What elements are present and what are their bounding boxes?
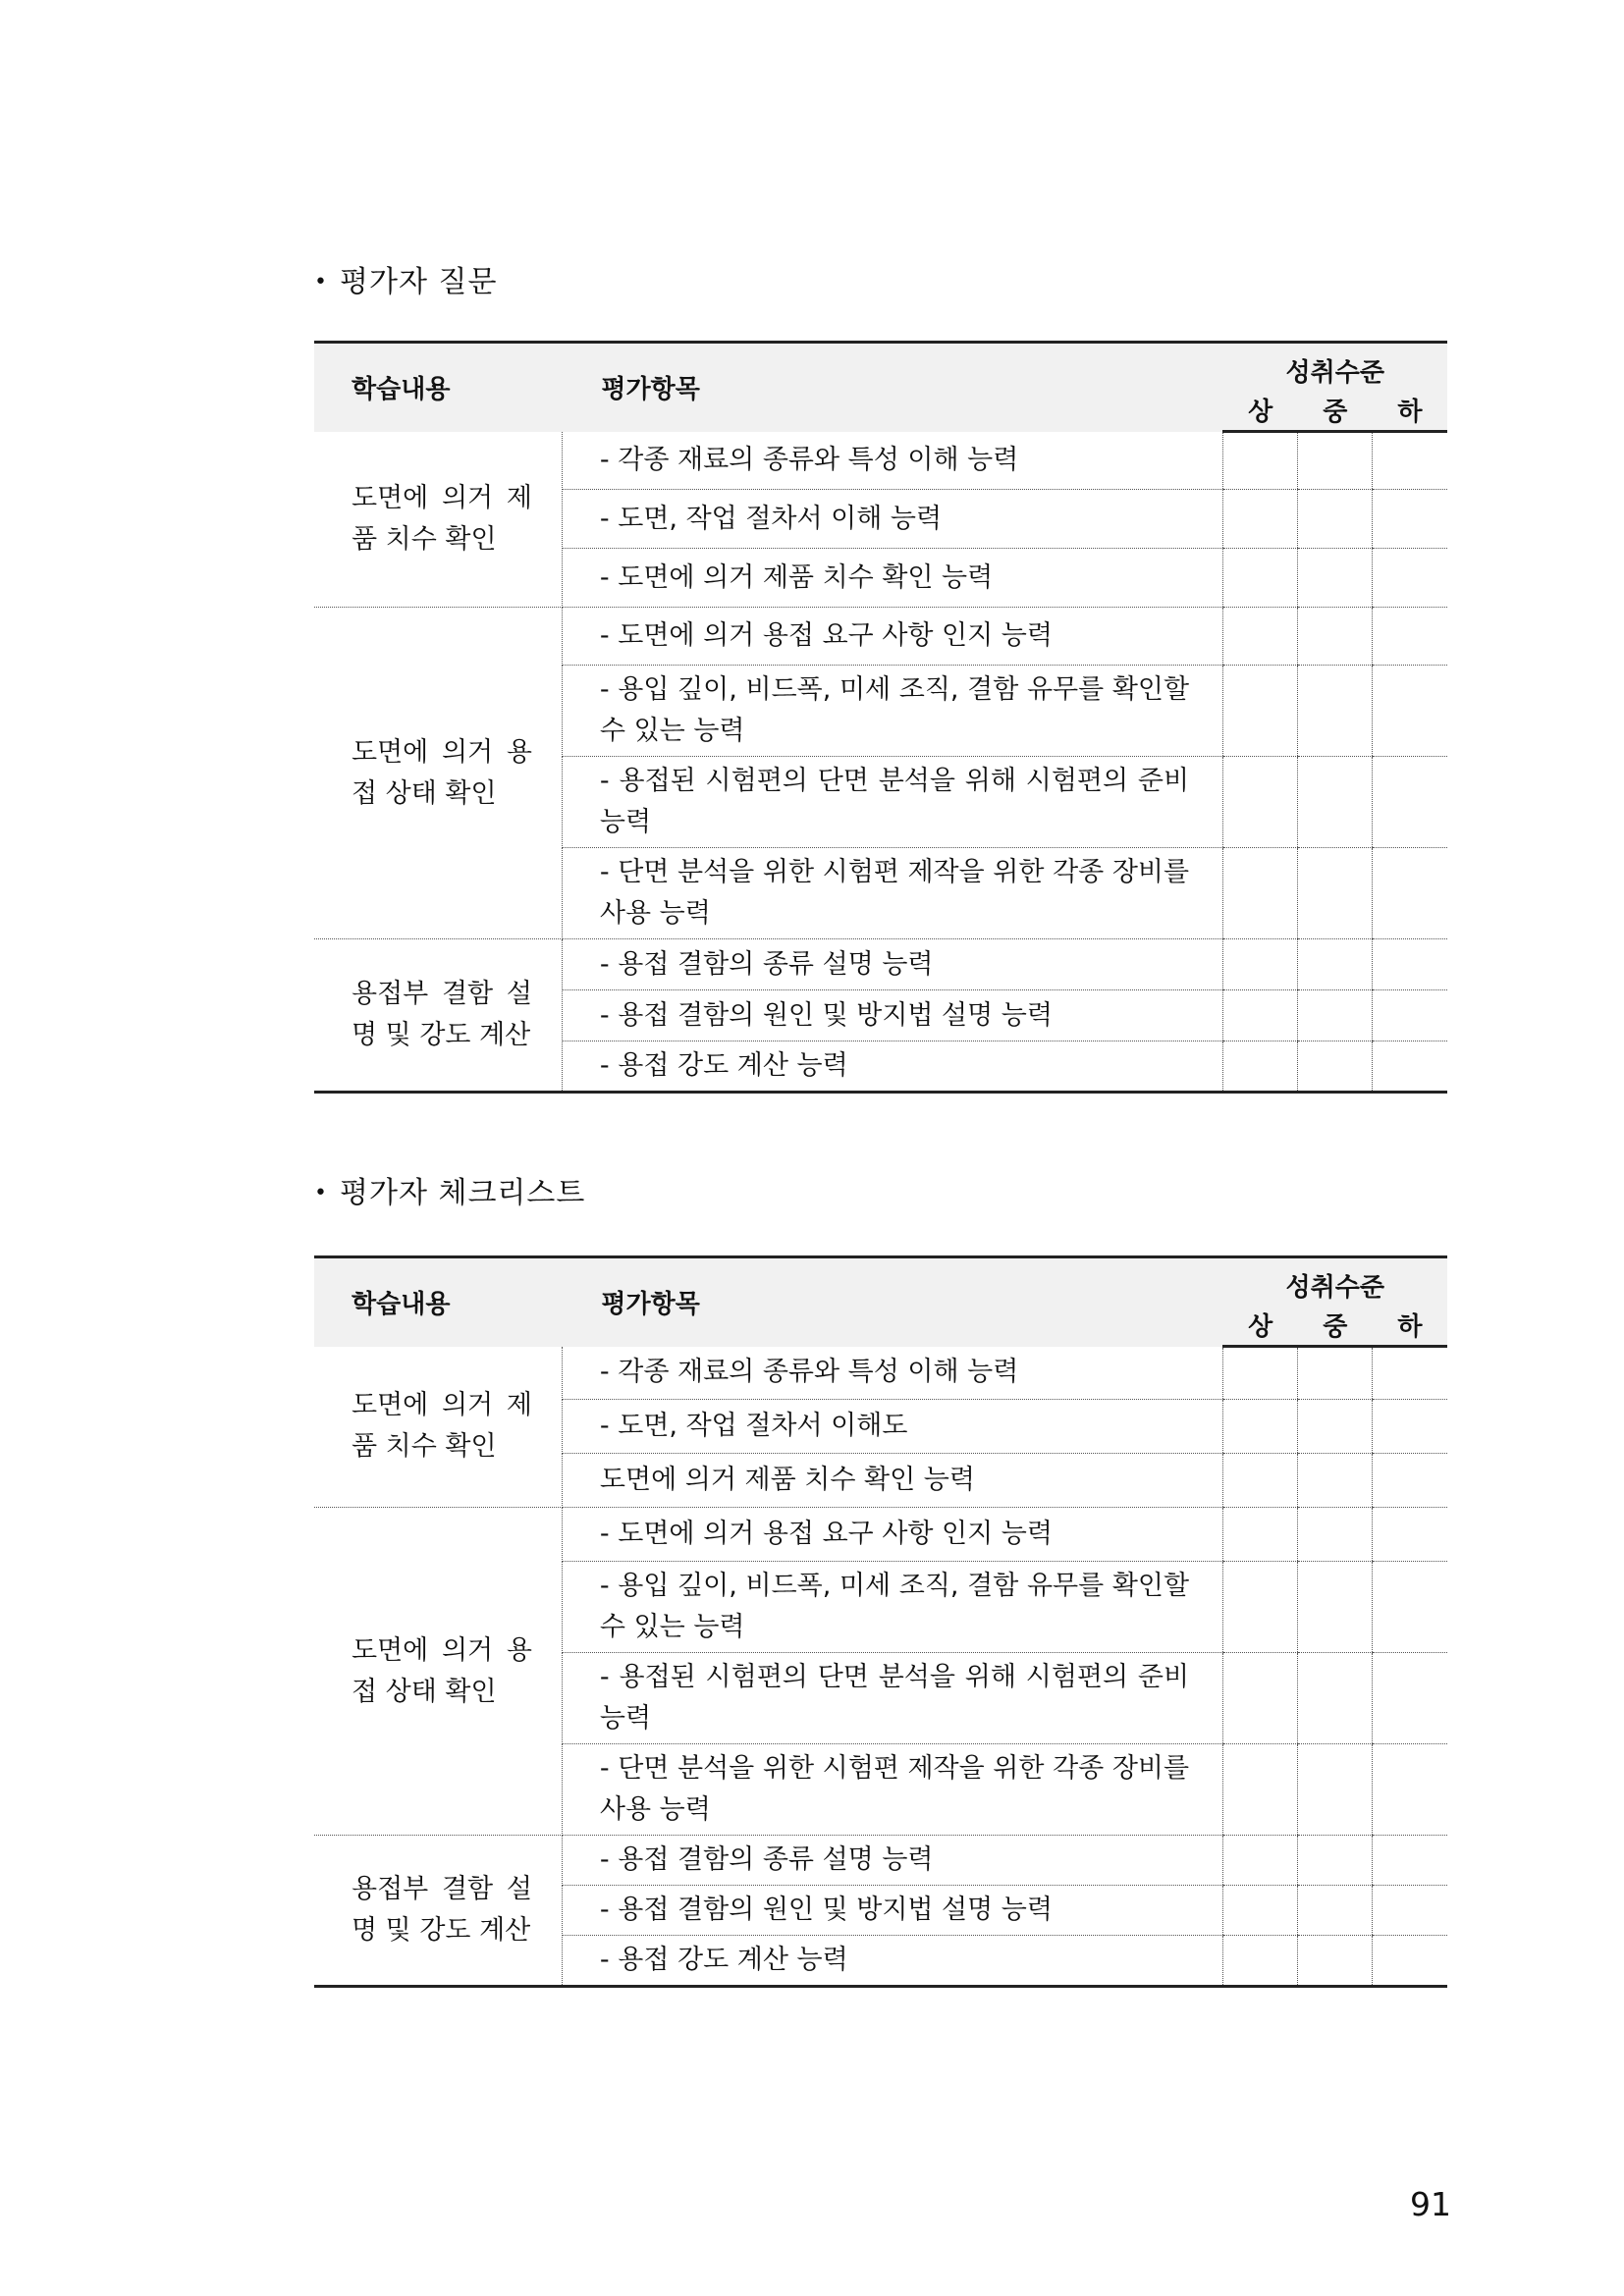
level-high-checkbox[interactable] (1223, 848, 1298, 939)
evaluation-item-text: - 용접 결함의 원인 및 방지법 설명 능력 (599, 999, 1053, 1031)
level-mid-checkbox[interactable] (1298, 490, 1373, 549)
level-low-checkbox[interactable] (1373, 549, 1447, 608)
evaluation-item (562, 990, 1222, 1041)
evaluation-item (562, 432, 1222, 490)
evaluation-item (562, 608, 1222, 666)
learning-content-cell: 용접부 결함 설명 및 강도 계산 (314, 939, 562, 1093)
level-low-checkbox[interactable] (1373, 939, 1447, 990)
evaluation-item-text: - 도면에 의거 용접 요구 사항 인지 능력 (599, 1519, 1053, 1549)
level-mid-checkbox[interactable] (1298, 666, 1373, 757)
level-low-checkbox[interactable] (1373, 1347, 1447, 1400)
level-mid-checkbox[interactable] (1298, 549, 1373, 608)
header-learning-content: 학습내용 (352, 375, 451, 405)
level-high-checkbox[interactable] (1223, 549, 1298, 608)
level-high-checkbox[interactable] (1223, 1744, 1298, 1836)
evaluation-item (562, 490, 1222, 549)
level-high-checkbox[interactable] (1223, 1562, 1298, 1653)
header-level-mid: 중 (1298, 389, 1373, 432)
level-low-checkbox[interactable] (1373, 757, 1447, 848)
level-low-checkbox[interactable] (1373, 1744, 1447, 1836)
table-row (314, 432, 1447, 490)
evaluation-item (562, 1347, 1222, 1400)
evaluation-item (562, 1653, 1222, 1744)
level-high-checkbox[interactable] (1223, 1508, 1298, 1562)
evaluation-item (562, 939, 1222, 990)
level-mid-checkbox[interactable] (1298, 1744, 1373, 1836)
evaluation-item-text: - 도면에 의거 용접 요구 사항 인지 능력 (599, 620, 1053, 651)
evaluation-item (562, 757, 1222, 848)
bullet-icon: • (314, 270, 328, 294)
evaluation-item-text: - 용입 깊이, 비드폭, 미세 조직, 결함 유무를 확인할 수 있는 능력 (599, 674, 1190, 746)
header-level-high: 상 (1223, 1304, 1298, 1347)
section-title-evaluator-checklist (314, 1168, 585, 1211)
level-high-checkbox[interactable] (1223, 432, 1298, 490)
header-achievement-level: 성취수준 (1285, 358, 1385, 388)
evaluation-item (562, 549, 1222, 608)
table-row (314, 1508, 1447, 1562)
level-mid-checkbox[interactable] (1298, 1041, 1373, 1093)
level-mid-checkbox[interactable] (1298, 1400, 1373, 1454)
level-mid-checkbox[interactable] (1298, 1886, 1373, 1936)
learning-content-cell: 도면에 의거 용접 상태 확인 (314, 608, 562, 939)
level-mid-checkbox[interactable] (1298, 1562, 1373, 1653)
level-low-checkbox[interactable] (1373, 432, 1447, 490)
evaluation-item-text: - 용접된 시험편의 단면 분석을 위해 시험편의 준비 능력 (599, 766, 1190, 837)
header-level-mid: 중 (1298, 1304, 1373, 1347)
table-row (314, 1836, 1447, 1886)
level-low-checkbox[interactable] (1373, 1886, 1447, 1936)
header-learning-content: 학습내용 (352, 1290, 451, 1320)
header-achievement-level: 성취수준 (1285, 1273, 1385, 1303)
evaluation-item (562, 1744, 1222, 1836)
level-high-checkbox[interactable] (1223, 1886, 1298, 1936)
level-mid-checkbox[interactable] (1298, 939, 1373, 990)
level-mid-checkbox[interactable] (1298, 1347, 1373, 1400)
level-mid-checkbox[interactable] (1298, 1836, 1373, 1886)
learning-content-cell: 도면에 의거 용접 상태 확인 (314, 1508, 562, 1836)
learning-content-cell: 도면에 의거 제품 치수 확인 (314, 1347, 562, 1508)
level-high-checkbox[interactable] (1223, 1041, 1298, 1093)
evaluation-item-text: - 단면 분석을 위한 시험편 제작을 위한 각종 장비를 사용 능력 (599, 1753, 1190, 1825)
evaluation-item (562, 1041, 1222, 1093)
level-mid-checkbox[interactable] (1298, 1508, 1373, 1562)
level-high-checkbox[interactable] (1223, 608, 1298, 666)
evaluation-item-text: - 각종 재료의 종류와 특성 이해 능력 (599, 444, 1019, 475)
evaluation-item (562, 1562, 1222, 1653)
header-level-low: 하 (1373, 1304, 1447, 1347)
level-mid-checkbox[interactable] (1298, 757, 1373, 848)
level-high-checkbox[interactable] (1223, 1936, 1298, 1987)
level-low-checkbox[interactable] (1373, 990, 1447, 1041)
level-mid-checkbox[interactable] (1298, 990, 1373, 1041)
evaluation-item-text: - 용입 깊이, 비드폭, 미세 조직, 결함 유무를 확인할 수 있는 능력 (599, 1571, 1190, 1642)
evaluation-item (562, 1400, 1222, 1454)
level-high-checkbox[interactable] (1223, 666, 1298, 757)
header-level-high: 상 (1223, 389, 1298, 432)
level-high-checkbox[interactable] (1223, 757, 1298, 848)
level-mid-checkbox[interactable] (1298, 848, 1373, 939)
page-number: 91 (1410, 2185, 1451, 2223)
level-low-checkbox[interactable] (1373, 608, 1447, 666)
learning-content-cell: 도면에 의거 제품 치수 확인 (314, 432, 562, 608)
evaluation-item-text: - 용접 강도 계산 능력 (599, 1050, 848, 1081)
header-level-low: 하 (1373, 389, 1447, 432)
level-low-checkbox[interactable] (1373, 1454, 1447, 1508)
level-mid-checkbox[interactable] (1298, 1653, 1373, 1744)
level-high-checkbox[interactable] (1223, 1400, 1298, 1454)
evaluation-item-text: - 용접 강도 계산 능력 (599, 1945, 848, 1975)
evaluation-item (562, 1886, 1222, 1936)
evaluation-item (562, 848, 1222, 939)
level-low-checkbox[interactable] (1373, 848, 1447, 939)
evaluation-item-text: - 각종 재료의 종류와 특성 이해 능력 (599, 1357, 1019, 1388)
level-low-checkbox[interactable] (1373, 666, 1447, 757)
level-mid-checkbox[interactable] (1298, 1936, 1373, 1987)
section-title-text: 평가자 질문 (339, 265, 498, 299)
level-low-checkbox[interactable] (1373, 1400, 1447, 1454)
evaluation-item (562, 1454, 1222, 1508)
level-high-checkbox[interactable] (1223, 939, 1298, 990)
evaluation-item-text: - 도면, 작업 절차서 이해도 (599, 1411, 908, 1441)
level-mid-checkbox[interactable] (1298, 432, 1373, 490)
evaluation-item-text: - 용접 결함의 종류 설명 능력 (599, 1844, 934, 1875)
evaluation-item-text: - 도면에 의거 제품 치수 확인 능력 (599, 561, 994, 593)
level-low-checkbox[interactable] (1373, 1936, 1447, 1987)
evaluation-item-text: - 용접된 시험편의 단면 분석을 위해 시험편의 준비 능력 (599, 1662, 1190, 1734)
level-mid-checkbox[interactable] (1298, 608, 1373, 666)
bullet-icon: • (314, 1181, 328, 1205)
evaluation-item (562, 666, 1222, 757)
level-low-checkbox[interactable] (1373, 1562, 1447, 1653)
level-high-checkbox[interactable] (1223, 1347, 1298, 1400)
level-low-checkbox[interactable] (1373, 1653, 1447, 1744)
evaluator-checklist-table (314, 1255, 1447, 1988)
evaluation-item-text: 도면에 의거 제품 치수 확인 능력 (599, 1465, 975, 1495)
evaluation-item (562, 1508, 1222, 1562)
level-low-checkbox[interactable] (1373, 490, 1447, 549)
evaluation-item-text: - 단면 분석을 위한 시험편 제작을 위한 각종 장비를 사용 능력 (599, 857, 1190, 929)
evaluator-questions-table (314, 341, 1447, 1094)
level-low-checkbox[interactable] (1373, 1836, 1447, 1886)
section-title-evaluator-questions (314, 257, 497, 300)
evaluation-item-text: - 용접 결함의 원인 및 방지법 설명 능력 (599, 1895, 1053, 1925)
learning-content-cell: 용접부 결함 설명 및 강도 계산 (314, 1836, 562, 1987)
level-high-checkbox[interactable] (1223, 1653, 1298, 1744)
level-high-checkbox[interactable] (1223, 490, 1298, 549)
level-low-checkbox[interactable] (1373, 1508, 1447, 1562)
evaluation-item (562, 1836, 1222, 1886)
level-mid-checkbox[interactable] (1298, 1454, 1373, 1508)
level-high-checkbox[interactable] (1223, 1836, 1298, 1886)
header-evaluation-item: 평가항목 (601, 375, 700, 405)
evaluation-item-text: - 도면, 작업 절차서 이해 능력 (599, 503, 943, 534)
section-title-text: 평가자 체크리스트 (339, 1176, 586, 1210)
evaluation-item-text: - 용접 결함의 종류 설명 능력 (599, 948, 934, 980)
header-evaluation-item: 평가항목 (601, 1290, 700, 1320)
table-row (314, 939, 1447, 990)
level-low-checkbox[interactable] (1373, 1041, 1447, 1093)
level-high-checkbox[interactable] (1223, 1454, 1298, 1508)
level-high-checkbox[interactable] (1223, 990, 1298, 1041)
table-row (314, 1347, 1447, 1400)
evaluation-item (562, 1936, 1222, 1987)
table-row (314, 608, 1447, 666)
